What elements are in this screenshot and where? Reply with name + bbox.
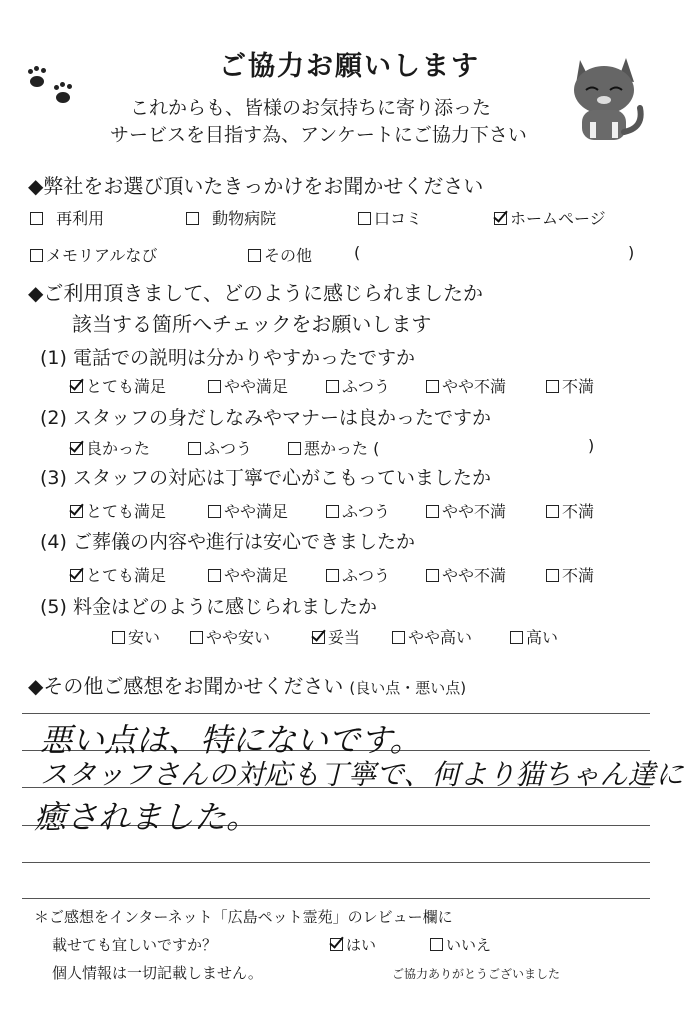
checkbox[interactable]: [326, 380, 339, 393]
checkbox[interactable]: [30, 249, 43, 262]
checkbox[interactable]: [430, 938, 443, 951]
option-label: とても満足: [86, 566, 167, 585]
section2-title-2: 該当する箇所へチェックをお願いします: [72, 312, 432, 336]
checkbox-checked[interactable]: [70, 505, 83, 518]
checkbox-checked[interactable]: [330, 938, 343, 951]
checkbox[interactable]: [546, 505, 559, 518]
question-text: 料金はどのように感じられましたか: [72, 596, 377, 618]
q4-opt-dissatisfied[interactable]: [546, 563, 594, 586]
q2-opt-neutral[interactable]: [188, 436, 252, 459]
q4-opt-somewhat-dissatisfied[interactable]: [426, 563, 506, 586]
checkbox[interactable]: [190, 631, 203, 644]
checkbox[interactable]: [546, 380, 559, 393]
checkbox-checked[interactable]: [70, 442, 83, 455]
option-word-of-mouth[interactable]: [358, 206, 422, 229]
option-vet[interactable]: [186, 206, 276, 229]
checkbox-checked[interactable]: [494, 212, 507, 225]
option-label: 不満: [562, 377, 595, 396]
question-4: [40, 527, 415, 554]
option-label: 妥当: [328, 628, 361, 647]
checkbox[interactable]: [426, 380, 439, 393]
option-label: やや満足: [224, 502, 289, 521]
option-label: ふつう: [204, 439, 253, 458]
checkbox[interactable]: [186, 212, 199, 225]
checkbox-checked[interactable]: [70, 380, 83, 393]
checkbox[interactable]: [208, 569, 221, 582]
handwritten-comment-1: 悪い点は、特にないです。: [40, 721, 422, 759]
q5-opt-expensive[interactable]: [510, 625, 558, 648]
q5-opt-reasonable[interactable]: [312, 625, 360, 648]
option-label: ふつう: [342, 566, 391, 585]
q4-opt-neutral[interactable]: [326, 563, 390, 586]
other-paren-close: ): [628, 243, 635, 262]
footer-note-1: ＊ご感想をインターネット「広島ペット霊苑」のレビュー欄に: [34, 908, 453, 926]
question-5: [40, 592, 377, 619]
option-label: やや不満: [442, 377, 507, 396]
checkbox-checked[interactable]: [70, 569, 83, 582]
option-label: 良かった: [86, 439, 151, 458]
q4-opt-somewhat-satisfied[interactable]: [208, 563, 288, 586]
option-label: やや満足: [224, 377, 289, 396]
q1-opt-somewhat-dissatisfied[interactable]: [426, 374, 506, 397]
writing-line: [22, 713, 650, 714]
option-label: ふつう: [342, 502, 391, 521]
checkbox[interactable]: [392, 631, 405, 644]
checkbox[interactable]: [208, 380, 221, 393]
option-label: やや安い: [206, 628, 271, 647]
option-label: その他: [264, 246, 313, 265]
checkbox[interactable]: [248, 249, 261, 262]
checkbox[interactable]: [30, 212, 43, 225]
section3-subtitle: (良い点・悪い点): [349, 679, 467, 697]
q3-opt-dissatisfied[interactable]: [546, 499, 594, 522]
question-number: (4): [40, 531, 67, 553]
option-label: 悪かった (: [304, 439, 380, 458]
question-2: [40, 403, 491, 430]
option-label: はい: [346, 936, 377, 954]
option-label: いいえ: [446, 936, 492, 954]
q3-opt-neutral[interactable]: [326, 499, 390, 522]
option-label: やや満足: [224, 566, 289, 585]
option-reuse[interactable]: [30, 206, 104, 229]
q2-paren-close: ): [588, 436, 595, 455]
option-label: とても満足: [86, 377, 167, 396]
section2-title-1: ◆ご利用頂きまして、どのように感じられましたか: [28, 281, 483, 305]
q2-opt-bad[interactable]: [288, 436, 379, 459]
footer-thanks: ご協力ありがとうございました: [392, 967, 561, 981]
question-text: ご葬儀の内容や進行は安心できましたか: [72, 531, 415, 553]
checkbox[interactable]: [326, 505, 339, 518]
q3-opt-somewhat-satisfied[interactable]: [208, 499, 288, 522]
intro-line-1: これからも、皆様のお気持ちに寄り添った: [130, 97, 492, 119]
q2-opt-good[interactable]: [70, 436, 150, 459]
question-text: スタッフの身だしなみやマナーは良かったですか: [72, 407, 491, 429]
q4-opt-very-satisfied[interactable]: [70, 563, 166, 586]
option-label: メモリアルなび: [46, 246, 158, 265]
handwritten-comment-2: スタッフさんの対応も丁寧で、何より猫ちゃん達に: [40, 758, 684, 791]
footer-note-3: 個人情報は一切記載しません。: [52, 964, 263, 982]
writing-line: [22, 862, 650, 863]
checkbox[interactable]: [112, 631, 125, 644]
checkbox[interactable]: [426, 505, 439, 518]
question-1: [40, 343, 415, 370]
checkbox[interactable]: [188, 442, 201, 455]
section3-title-text: ◆その他ご感想をお聞かせください: [28, 674, 344, 698]
q1-opt-dissatisfied[interactable]: [546, 374, 594, 397]
option-label: 安い: [128, 628, 161, 647]
page-title: ご協力お願いします: [219, 51, 480, 82]
option-label: 口コミ: [374, 209, 423, 228]
q3-opt-very-satisfied[interactable]: [70, 499, 166, 522]
checkbox[interactable]: [426, 569, 439, 582]
checkbox[interactable]: [358, 212, 371, 225]
checkbox[interactable]: [510, 631, 523, 644]
footer-note-2: 載せても宜しいですか？: [52, 936, 218, 954]
option-label: 動物病院: [212, 209, 277, 228]
question-number: (1): [40, 347, 67, 369]
question-text: 電話での説明は分かりやすかったですか: [72, 347, 415, 369]
q1-opt-very-satisfied[interactable]: [70, 374, 166, 397]
question-3: [40, 463, 491, 490]
footer-no[interactable]: [430, 934, 491, 955]
option-label: 再利用: [56, 209, 105, 228]
option-label: やや不満: [442, 502, 507, 521]
intro-line-2: サービスを目指す為、アンケートにご協力下さい: [110, 124, 527, 146]
checkbox-checked[interactable]: [312, 631, 325, 644]
option-label: 不満: [562, 566, 595, 585]
question-number: (3): [40, 467, 67, 489]
footer-yes[interactable]: [330, 934, 376, 955]
option-label: とても満足: [86, 502, 167, 521]
option-other[interactable]: [248, 243, 312, 266]
handwritten-comment-3: 癒されました。: [34, 798, 259, 836]
option-label: 高い: [526, 628, 559, 647]
q1-opt-somewhat-satisfied[interactable]: [208, 374, 288, 397]
q5-opt-cheap[interactable]: [112, 625, 160, 648]
checkbox[interactable]: [546, 569, 559, 582]
question-number: (5): [40, 596, 67, 618]
q5-opt-somewhat-cheap[interactable]: [190, 625, 270, 648]
option-memorial-navi[interactable]: [30, 243, 157, 266]
writing-line: [22, 898, 650, 899]
q3-opt-somewhat-dissatisfied[interactable]: [426, 499, 506, 522]
option-homepage[interactable]: [494, 206, 606, 229]
question-text: スタッフの対応は丁寧で心がこもっていましたか: [72, 467, 491, 489]
section3-title: [28, 670, 466, 699]
option-label: やや不満: [442, 566, 507, 585]
option-label: 不満: [562, 502, 595, 521]
checkbox[interactable]: [288, 442, 301, 455]
option-label: ふつう: [342, 377, 391, 396]
section1-title: ◆弊社をお選び頂いたきっかけをお聞かせください: [28, 174, 484, 198]
checkbox[interactable]: [208, 505, 221, 518]
checkbox[interactable]: [326, 569, 339, 582]
option-label: ホームページ: [510, 209, 606, 228]
q5-opt-somewhat-expensive[interactable]: [392, 625, 472, 648]
q1-opt-neutral[interactable]: [326, 374, 390, 397]
question-number: (2): [40, 407, 67, 429]
option-label: やや高い: [408, 628, 473, 647]
other-paren-open: (: [354, 243, 361, 262]
